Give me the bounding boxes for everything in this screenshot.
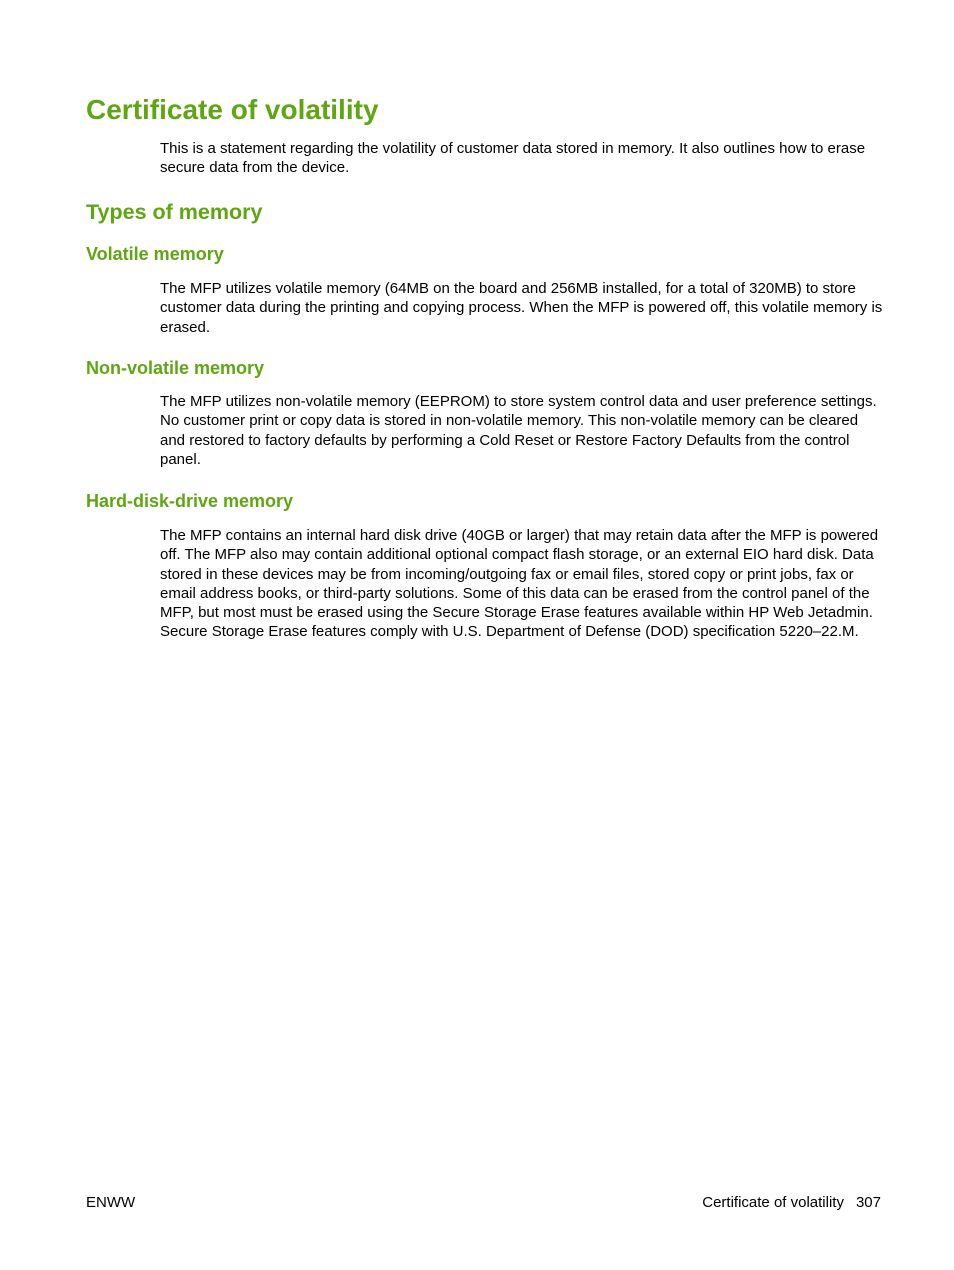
section-heading-types-of-memory: Types of memory	[86, 200, 263, 224]
page-number: 307	[855, 1194, 881, 1211]
footer-left-label: ENWW	[86, 1194, 136, 1211]
footer-right	[702, 1193, 881, 1212]
subsection-heading-volatile-memory: Volatile memory	[86, 244, 224, 264]
page-title: Certificate of volatility	[86, 94, 379, 125]
paragraph-volatile-memory: The MFP utilizes volatile memory (64MB on the board and 256MB installed, for a total of 320MB) to store customer data during the printing and copying process. When the MFP is powered off, this volatile memory is erased.	[160, 280, 883, 336]
intro-paragraph: This is a statement regarding the volatility of customer data stored in memory. It also outlines how to erase secure data from the device.	[160, 140, 866, 177]
footer-section-title: Certificate of volatility	[702, 1194, 844, 1211]
subsection-heading-non-volatile-memory: Non-volatile memory	[86, 358, 265, 378]
paragraph-non-volatile-memory: The MFP utilizes non-volatile memory (EEPROM) to store system control data and user preference settings. No customer print or copy data is stored in non-volatile memory. This non-volatile memory can be cleared and restored to factory defaults by performing a Cold Reset or Restore Factory Defaults from the control panel.	[160, 393, 877, 468]
subsection-heading-hard-disk-drive-memory: Hard-disk-drive memory	[86, 491, 294, 511]
paragraph-hard-disk-drive-memory: The MFP contains an internal hard disk drive (40GB or larger) that may retain data after the MFP is powered off. The MFP also may contain additional optional compact flash storage, or an external EIO hard disk. Data stored in these devices may be from incoming/outgoing fax or email files, stored copy or print jobs, fax or email address books, or third-party solutions. Some of this data can be erased from the control panel of the MFP, but most must be erased using the Secure Storage Erase features available within HP Web Jetadmin. Secure Storage Erase features comply with U.S. Department of Defense (DOD) specification 5220–22.M.	[160, 527, 879, 641]
